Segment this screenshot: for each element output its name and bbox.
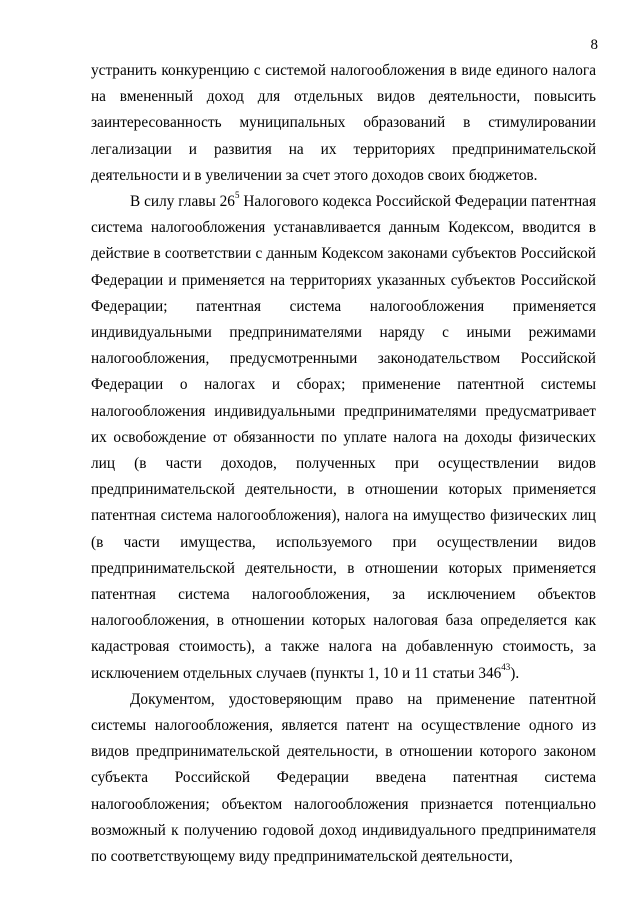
paragraph-text: Налогового кодекса Российской Федерации патентная система налогообложения устанавливается данным Кодексом, вводится в действие в соответствии с данным Кодексом законами субъектов Российской Федерации и применяется на территориях указанных субъектов Российской Федерации; патентная система налогообложения применяется индивидуальными предпринимателями наряду с иными режимами налогообложения, предусмотренными законодательством Российской Федерации о налогах и сборах; применение патентной системы налогообложения индивидуальными предпринимателями предусматривает их освобождение от обязанности по уплате налога на доходы физических лиц (в части доходов, полученных при осуществлении видов предпринимательской деятельности, в отношении которых применяется патентная система налогообложения), налога на имущество физических лиц (в части имущества, используемого при осуществлении видов предпринимательской деятельности, в отношении которых применяется патентная система налогообложения, за исключением объектов налогообложения, в отношении которых налоговая база определяется как кадастровая стоимость), а также налога на добавленную стоимость, за исключением отдельных случаев (пункты 1, 10 и 11 статьи 346 <box>91 193 596 682</box>
paragraph-text: ). <box>510 664 520 682</box>
paragraph-patent-system <box>91 189 596 687</box>
paragraph-patent-document <box>91 687 596 870</box>
paragraph-text: В силу главы 26 <box>130 193 235 211</box>
chapter-superscript: 5 <box>234 189 240 200</box>
document-body <box>91 58 596 870</box>
page-number: 8 <box>590 37 598 53</box>
paragraph-text: устранить конкуренцию с системой налогообложения в виде единого налога на вмененный доход для отдельных видов деятельности, повысить заинтересованность муниципальных образований в стимулировании легализации и развития на их территориях предпринимательской деятельности и в увеличении за счет этого доходов своих бюджетов. <box>91 62 596 184</box>
paragraph-text: Документом, удостоверяющим право на применение патентной системы налогообложения, является патент на осуществление одного из видов предпринимательской деятельности, в отношении которого законом субъекта Российской Федерации введена патентная система налогообложения; объектом налогообложения признается потенциально возможный к получению годовой доход индивидуального предпринимателя по соответствующему виду предпринимательской деятельности, <box>91 690 596 866</box>
article-superscript: 43 <box>501 661 511 672</box>
paragraph-continuation <box>91 58 596 189</box>
